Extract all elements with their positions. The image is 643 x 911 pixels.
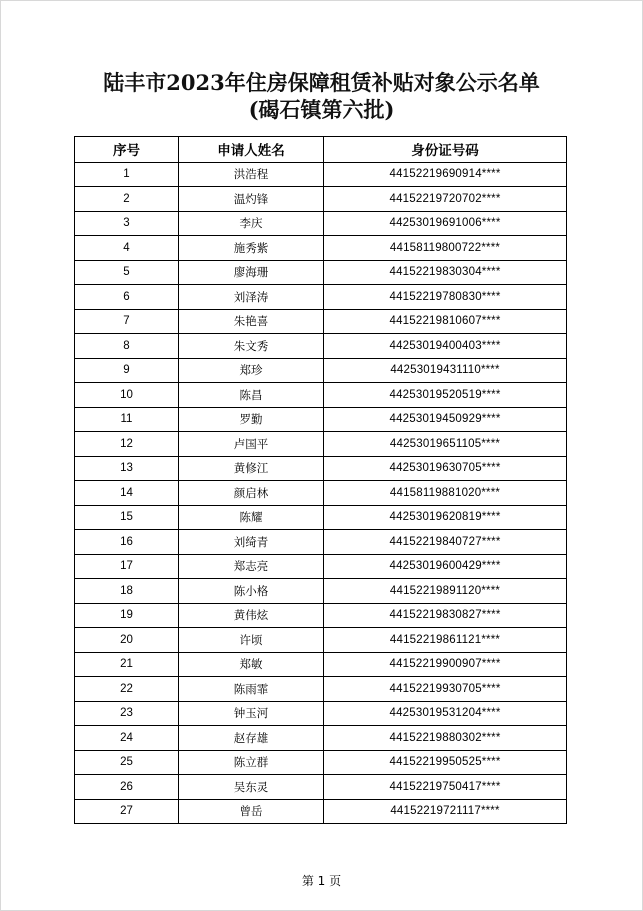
row-id-number: 44152219810607**** xyxy=(324,309,567,334)
row-serial-no: 1 xyxy=(75,162,179,187)
row-applicant-name: 温灼锋 xyxy=(179,187,324,212)
row-applicant-name: 陈耀 xyxy=(179,505,324,530)
table-row xyxy=(75,260,567,285)
row-applicant-name: 郑敏 xyxy=(179,652,324,677)
document-subtitle: (碣石镇第六批) xyxy=(248,97,395,122)
header-id-number: 身份证号码 xyxy=(324,137,567,163)
table-row xyxy=(75,726,567,751)
row-applicant-name: 钟玉河 xyxy=(179,701,324,726)
row-serial-no: 10 xyxy=(75,383,179,408)
row-serial-no: 11 xyxy=(75,407,179,432)
row-id-number: 44152219861121**** xyxy=(324,628,567,653)
table-row xyxy=(75,211,567,236)
table-row xyxy=(75,775,567,800)
table-row xyxy=(75,652,567,677)
row-applicant-name: 赵存雄 xyxy=(179,726,324,751)
row-applicant-name: 颜启林 xyxy=(179,481,324,506)
row-applicant-name: 洪浩程 xyxy=(179,162,324,187)
row-id-number: 44152219880302**** xyxy=(324,726,567,751)
row-serial-no: 8 xyxy=(75,334,179,359)
row-serial-no: 4 xyxy=(75,236,179,261)
row-serial-no: 9 xyxy=(75,358,179,383)
header-serial-no: 序号 xyxy=(75,137,179,163)
row-applicant-name: 黄伟炫 xyxy=(179,603,324,628)
row-id-number: 44253019400403**** xyxy=(324,334,567,359)
table-row xyxy=(75,505,567,530)
table-body xyxy=(75,162,567,824)
row-applicant-name: 卢国平 xyxy=(179,432,324,457)
row-serial-no: 13 xyxy=(75,456,179,481)
row-id-number: 44152219720702**** xyxy=(324,187,567,212)
table-row xyxy=(75,407,567,432)
table-row xyxy=(75,456,567,481)
row-applicant-name: 施秀紫 xyxy=(179,236,324,261)
row-serial-no: 22 xyxy=(75,677,179,702)
row-applicant-name: 李庆 xyxy=(179,211,324,236)
row-applicant-name: 吴东灵 xyxy=(179,775,324,800)
table-row xyxy=(75,383,567,408)
row-id-number: 44152219780830**** xyxy=(324,285,567,310)
row-id-number: 44253019531204**** xyxy=(324,701,567,726)
row-serial-no: 5 xyxy=(75,260,179,285)
row-id-number: 44152219690914**** xyxy=(324,162,567,187)
table-row xyxy=(75,554,567,579)
row-applicant-name: 黄修江 xyxy=(179,456,324,481)
row-applicant-name: 刘泽涛 xyxy=(179,285,324,310)
table-row xyxy=(75,236,567,261)
row-applicant-name: 陈雨霏 xyxy=(179,677,324,702)
table-row xyxy=(75,677,567,702)
table-row xyxy=(75,701,567,726)
row-id-number: 44152219840727**** xyxy=(324,530,567,555)
table-row xyxy=(75,603,567,628)
table-row xyxy=(75,481,567,506)
row-id-number: 44152219950525**** xyxy=(324,750,567,775)
row-id-number: 44152219900907**** xyxy=(324,652,567,677)
page-number: 第 1 页 xyxy=(301,874,342,888)
row-id-number: 44253019651105**** xyxy=(324,432,567,457)
row-id-number: 44253019520519**** xyxy=(324,383,567,408)
table-row xyxy=(75,530,567,555)
row-id-number: 44158119800722**** xyxy=(324,236,567,261)
row-serial-no: 26 xyxy=(75,775,179,800)
table-row xyxy=(75,358,567,383)
row-serial-no: 17 xyxy=(75,554,179,579)
row-serial-no: 25 xyxy=(75,750,179,775)
row-id-number: 44253019600429**** xyxy=(324,554,567,579)
row-applicant-name: 陈昌 xyxy=(179,383,324,408)
header-applicant-name: 申请人姓名 xyxy=(179,137,324,163)
row-serial-no: 20 xyxy=(75,628,179,653)
row-id-number: 44253019620819**** xyxy=(324,505,567,530)
row-serial-no: 3 xyxy=(75,211,179,236)
row-id-number: 44152219830827**** xyxy=(324,603,567,628)
row-applicant-name: 曾岳 xyxy=(179,799,324,824)
row-serial-no: 7 xyxy=(75,309,179,334)
row-serial-no: 14 xyxy=(75,481,179,506)
table-row xyxy=(75,309,567,334)
row-applicant-name: 郑志亮 xyxy=(179,554,324,579)
row-serial-no: 27 xyxy=(75,799,179,824)
table-row xyxy=(75,628,567,653)
table-row xyxy=(75,162,567,187)
row-serial-no: 21 xyxy=(75,652,179,677)
row-id-number: 44253019450929**** xyxy=(324,407,567,432)
row-id-number: 44158119881020**** xyxy=(324,481,567,506)
row-id-number: 44253019691006**** xyxy=(324,211,567,236)
row-serial-no: 15 xyxy=(75,505,179,530)
row-id-number: 44253019630705**** xyxy=(324,456,567,481)
row-applicant-name: 陈立群 xyxy=(179,750,324,775)
row-serial-no: 12 xyxy=(75,432,179,457)
row-applicant-name: 许顷 xyxy=(179,628,324,653)
table-row xyxy=(75,579,567,604)
table-row xyxy=(75,799,567,824)
row-serial-no: 16 xyxy=(75,530,179,555)
row-applicant-name: 郑珍 xyxy=(179,358,324,383)
document-title: 陆丰市2023年住房保障租赁补贴对象公示名单 xyxy=(103,70,540,95)
row-applicant-name: 朱艳喜 xyxy=(179,309,324,334)
row-id-number: 44253019431110**** xyxy=(324,358,567,383)
row-serial-no: 6 xyxy=(75,285,179,310)
row-id-number: 44152219830304**** xyxy=(324,260,567,285)
applicant-table xyxy=(74,136,567,824)
table-row xyxy=(75,187,567,212)
table-row xyxy=(75,432,567,457)
table-row xyxy=(75,750,567,775)
row-serial-no: 24 xyxy=(75,726,179,751)
row-id-number: 44152219750417**** xyxy=(324,775,567,800)
row-id-number: 44152219721117**** xyxy=(324,799,567,824)
row-applicant-name: 朱文秀 xyxy=(179,334,324,359)
row-applicant-name: 廖海珊 xyxy=(179,260,324,285)
row-applicant-name: 刘绮青 xyxy=(179,530,324,555)
row-serial-no: 2 xyxy=(75,187,179,212)
row-id-number: 44152219930705**** xyxy=(324,677,567,702)
table-header-row xyxy=(75,137,567,163)
row-applicant-name: 陈小格 xyxy=(179,579,324,604)
row-id-number: 44152219891120**** xyxy=(324,579,567,604)
row-serial-no: 23 xyxy=(75,701,179,726)
table-row xyxy=(75,334,567,359)
row-applicant-name: 罗勤 xyxy=(179,407,324,432)
row-serial-no: 18 xyxy=(75,579,179,604)
row-serial-no: 19 xyxy=(75,603,179,628)
table-row xyxy=(75,285,567,310)
